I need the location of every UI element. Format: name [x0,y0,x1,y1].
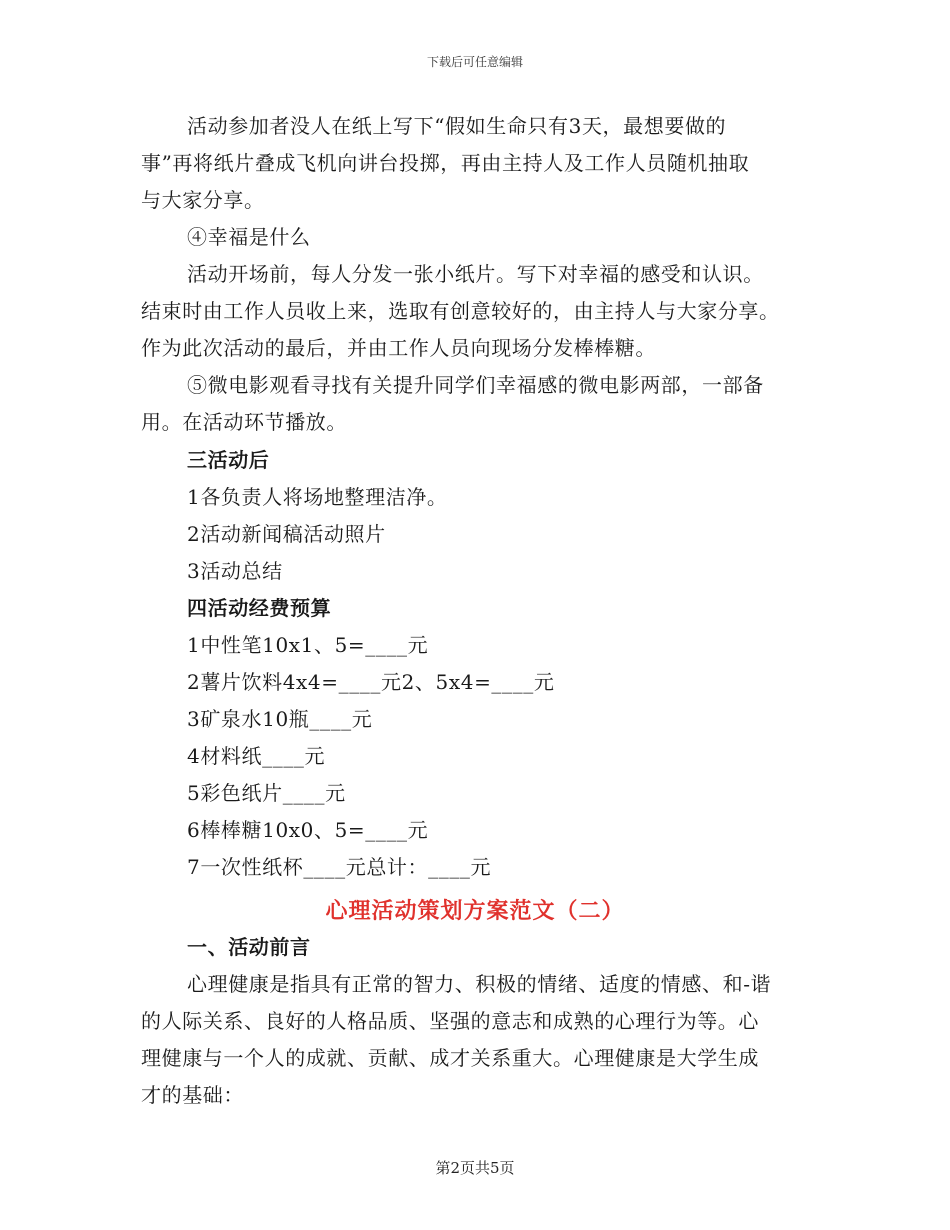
section-heading-preface: 一、活动前言 [187,935,311,959]
budget-item: 6棒棒糖10x0、5=____元 [187,818,429,842]
section-heading-budget: 四活动经费预算 [187,596,332,620]
paragraph-line: 活动参加者没人在纸上写下“假如生命只有3天，最想要做的 [187,114,727,138]
list-item: 2活动新闻稿活动照片 [187,522,386,546]
paragraph-line: 活动开场前，每人分发一张小纸片。写下对幸福的感受和认识。 [187,262,764,286]
list-item: 1各负责人将场地整理洁净。 [187,485,448,509]
budget-item: 7一次性纸杯____元总计：____元 [187,855,492,879]
budget-item: 2薯片饮料4x4=____元2、5x4=____元 [187,670,555,694]
page-header: 下载后可任意编辑 [426,55,523,69]
paragraph-line: 才的基础： [141,1083,244,1107]
paragraph-line: 与大家分享。 [141,188,265,212]
page-number: 第2页共5页 [435,1159,515,1177]
budget-item: 5彩色纸片____元 [187,781,346,805]
paragraph-line: 心理健康是指具有正常的智力、积极的情绪、适度的情感、和-谐 [187,972,772,996]
subheading-micro-film: ⑤微电影观看寻找有关提升同学们幸福感的微电影两部，一部备 [187,373,764,397]
list-item: 3活动总结 [187,559,283,583]
section-heading-after-activity: 三活动后 [187,448,270,472]
document-title: 心理活动策划方案范文（二） [325,898,625,924]
paragraph-line: 结束时由工作人员收上来，选取有创意较好的，由主持人与大家分享。 [141,299,780,323]
paragraph-line: 作为此次活动的最后，并由工作人员向现场分发棒棒糖。 [141,336,656,360]
budget-item: 1中性笔10x1、5=____元 [187,633,429,657]
subheading-happiness: ④幸福是什么 [187,225,311,249]
paragraph-line: 理健康与一个人的成就、贡献、成才关系重大。心理健康是大学生成 [141,1046,759,1070]
paragraph-line: 用。在活动环节播放。 [141,410,347,434]
budget-item: 3矿泉水10瓶____元 [187,707,373,731]
budget-item: 4材料纸____元 [187,744,326,768]
paragraph-line: 事”再将纸片叠成飞机向讲台投掷，再由主持人及工作人员随机抽取 [141,151,750,175]
paragraph-line: 的人际关系、良好的人格品质、坚强的意志和成熟的心理行为等。心 [141,1009,759,1033]
